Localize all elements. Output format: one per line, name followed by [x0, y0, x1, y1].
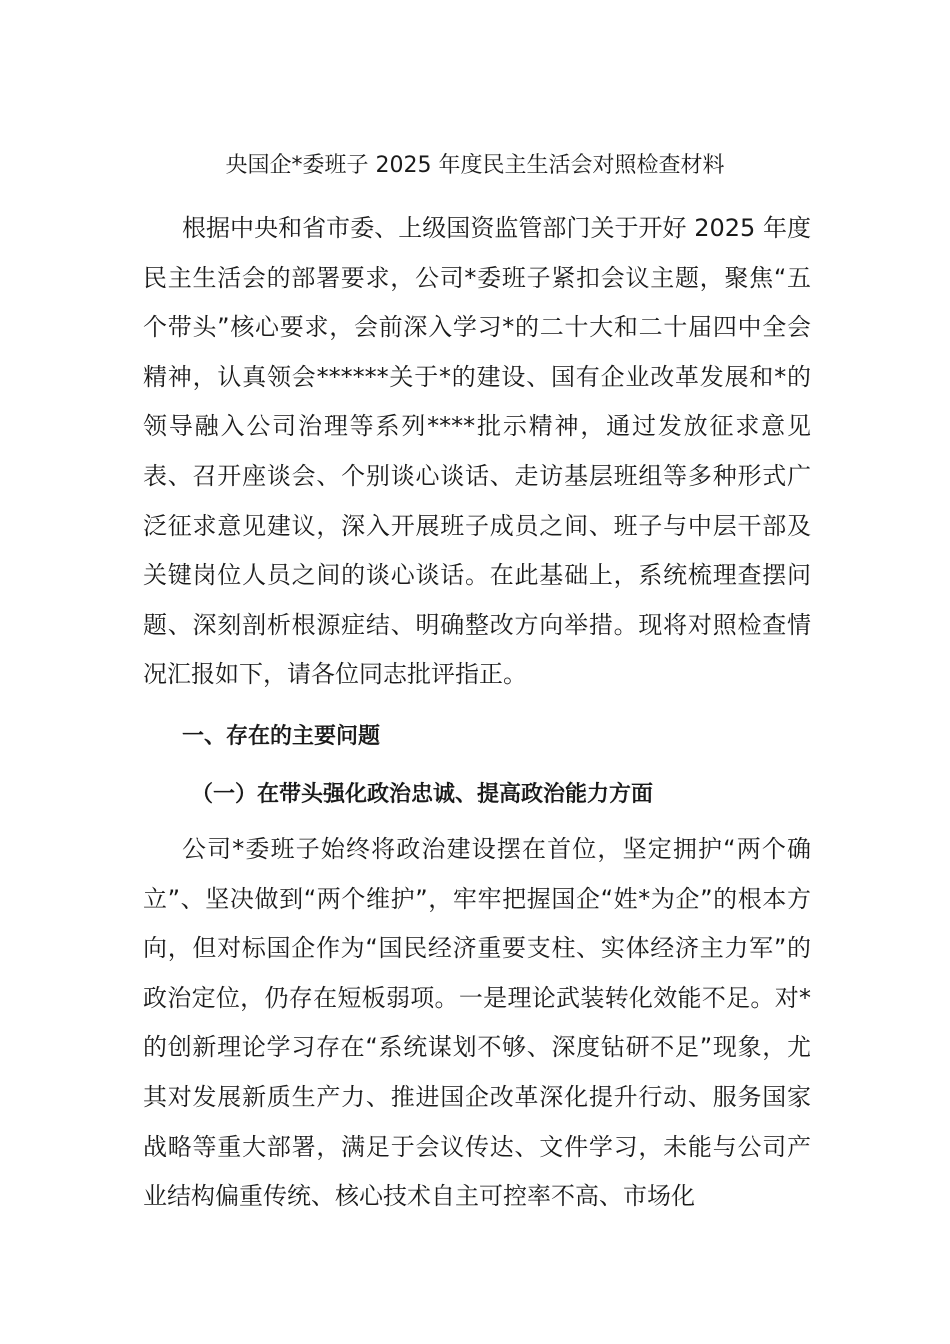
section-heading-main-problems: 一、存在的主要问题: [182, 724, 381, 749]
subsection-heading-political-loyalty: （一）在带头强化政治忠诚、提高政治能力方面: [191, 782, 654, 807]
document-title: 央国企*委班子 2025 年度民主生活会对照检查材料: [225, 153, 725, 178]
intro-paragraph: 根据中央和省市委、上级国资监管部门关于开好 2025 年度民主生活会的部署要求，公司*委班子紧扣会议主题，聚焦“五个带头”核心要求，会前深入学习*的二十大和二十届四中全会精神，认真领会******关于*的建设、国有企业改革发展和*的领导融入公司治理等系列****批示精神，通过发放征求意见表、召开座谈会、个别谈心谈话、走访基层班组等多种形式广泛征求意见建议，深入开展班子成员之间、班子与中层干部及关键岗位人员之间的谈心谈话。在此基础上，系统梳理查摆问题、深刻剖析根源症结、明确整改方向举措。现将对照检查情况汇报如下，请各位同志批评指正。: [143, 214, 811, 689]
subsection-paragraph: 公司*委班子始终将政治建设摆在首位，坚定拥护“两个确立”、坚决做到“两个维护”，牢牢把握国企“姓*为企”的根本方向，但对标国企作为“国民经济重要支柱、实体经济主力军”的政治定位，仍存在短板弱项。一是理论武装转化效能不足。对*的创新理论学习存在“系统谋划不够、深度钻研不足”现象，尤其对发展新质生产力、推进国企改革深化提升行动、服务国家战略等重大部署，满足于会议传达、文件学习，未能与公司产业结构偏重传统、核心技术自主可控率不高、市场化: [143, 835, 811, 1211]
